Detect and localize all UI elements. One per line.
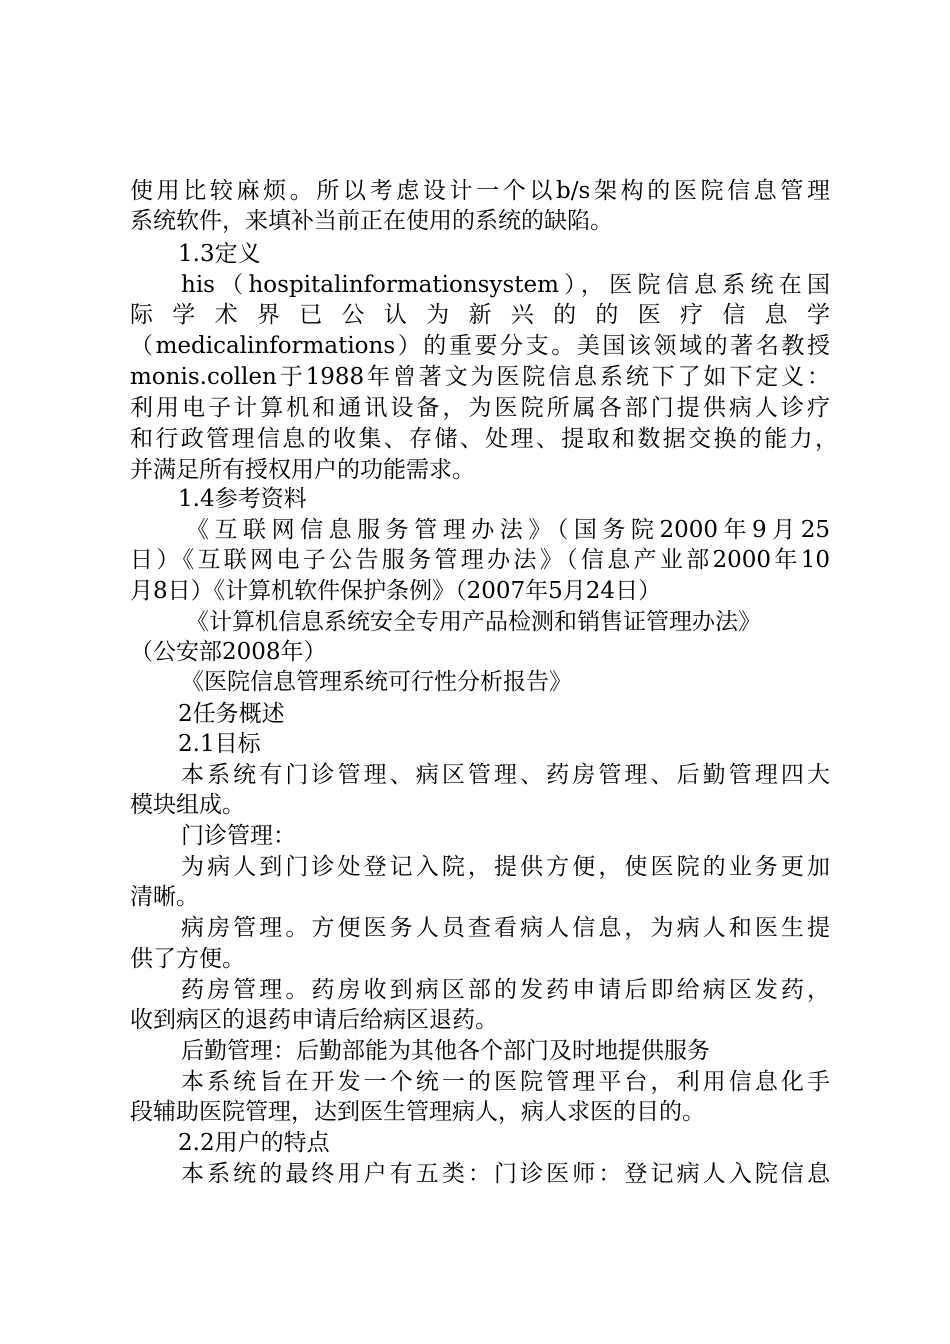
paragraph-line: 清晰。 [130,884,199,910]
paragraph-line: 药房管理。药房收到病区部的发药申请后即给病区发药， [181,977,830,1003]
section-heading: 2.1目标 [178,731,261,757]
reference-line: 《互联网信息服务管理办法》（国务院2000年9月25 [186,517,830,543]
paragraph-line: （medicalinformations）的重要分支。美国该领域的著名教授 [130,333,830,359]
paragraph-line: 门诊管理： [181,823,296,849]
paragraph-line: 收到病区的退药申请后给病区退药。 [130,1007,498,1033]
paragraph-line: 病房管理。方便医务人员查看病人信息，为病人和医生提 [181,915,830,941]
reference-line: 日）《互联网电子公告服务管理办法》（信息产业部2000年10 [130,547,830,573]
reference-line: （公安部2008年） [130,639,327,665]
paragraph-line: 使用比较麻烦。所以考虑设计一个以b/s架构的医院信息管理 [130,178,830,204]
section-heading: 1.4参考资料 [178,486,307,512]
paragraph-line: 本系统的最终用户有五类：门诊医师：登记病人入院信息 [181,1161,830,1187]
reference-line: 《医院信息管理系统可行性分析报告》 [181,669,572,695]
paragraph-line: 系统软件，来填补当前正在使用的系统的缺陷。 [130,208,613,234]
paragraph-line: 并满足所有授权用户的功能需求。 [130,457,475,483]
section-heading: 2.2用户的特点 [178,1130,330,1156]
paragraph-line: 供了方便。 [130,946,245,972]
paragraph-line: 后勤管理：后勤部能为其他各个部门及时地提供服务 [181,1038,710,1064]
reference-line: 《计算机信息系统安全专用产品检测和销售证管理办法》 [186,609,761,635]
paragraph-line: 本系统旨在开发一个统一的医院管理平台，利用信息化手 [181,1069,830,1095]
paragraph-line: monis.collen于1988年曾著文为医院信息系统下了如下定义： [130,364,830,390]
paragraph-line: 际 学 术 界 已 公 认 为 新 兴 的 的 医 疗 信 息 学 [130,302,830,328]
paragraph-line: his（hospitalinformationsystem），医院信息系统在国 [181,272,830,298]
paragraph-line: 和行政管理信息的收集、存储、处理、提取和数据交换的能力， [130,426,838,452]
paragraph-line: 为病人到门诊处登记入院，提供方便，使医院的业务更加 [181,854,830,880]
paragraph-line: 模块组成。 [130,792,245,818]
reference-line: 月8日）《计算机软件保护条例》（2007年5月24日） [130,578,662,604]
paragraph-line: 段辅助医院管理，达到医生管理病人，病人求医的目的。 [130,1099,705,1125]
section-heading: 2任务概述 [178,701,285,727]
paragraph-line: 本系统有门诊管理、病区管理、药房管理、后勤管理四大 [181,762,830,788]
section-heading: 1.3定义 [178,241,261,267]
paragraph-line: 利用电子计算机和通讯设备，为医院所属各部门提供病人诊疗 [130,395,830,421]
